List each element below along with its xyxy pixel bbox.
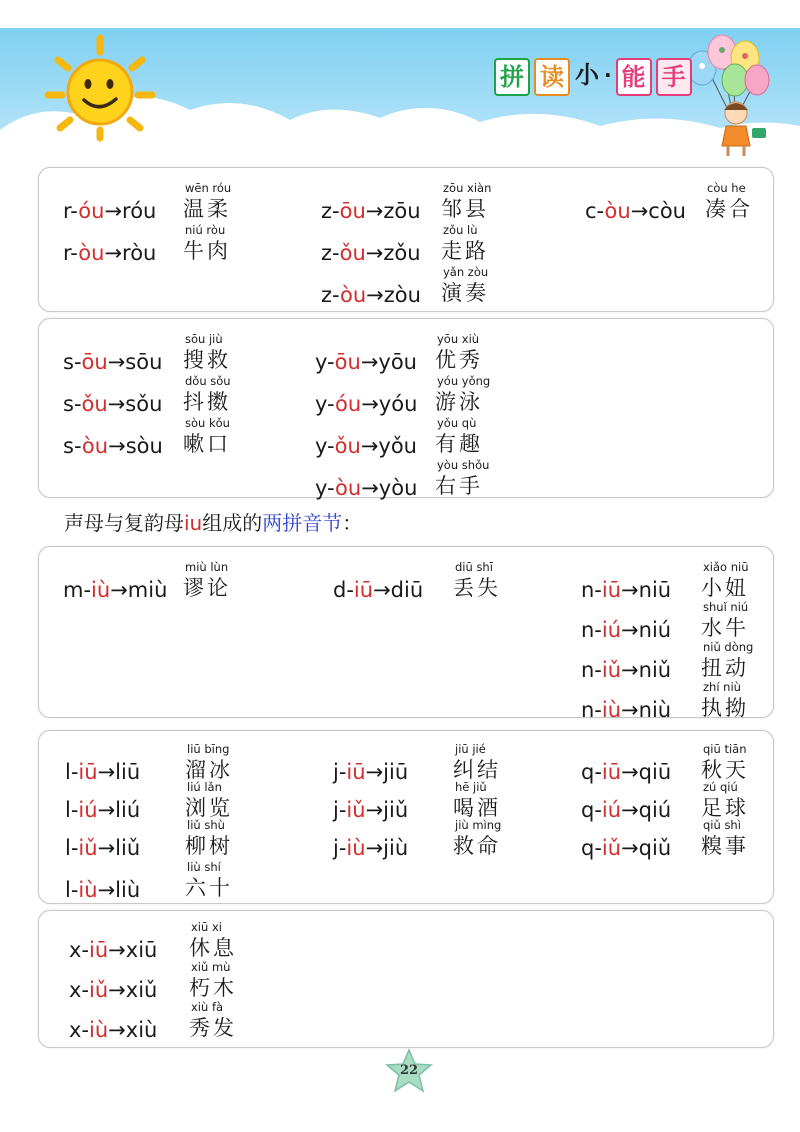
compound-final: ōu [339,199,366,223]
spelling-formula [69,1018,157,1042]
word-pinyin: hē jiǔ [455,780,487,794]
spelling-formula [581,836,671,860]
heading-part-1: 声母与复韵母 [64,511,184,535]
compound-final: iū [601,760,622,784]
spelling-formula [321,199,421,223]
example-word [453,561,543,602]
heading-highlight: 两拼音节 [262,511,343,535]
compound-final: ōu [334,350,361,374]
page-header [0,0,800,160]
example-word [701,743,791,784]
example-word [441,266,531,307]
syllable-entry [581,819,791,863]
initial-consonant: l- [65,836,79,860]
syllable-entry [63,561,273,605]
word-pinyin: wēn róu [185,181,232,195]
spelling-formula [63,392,162,416]
initial-consonant: s- [63,392,82,416]
title-separator: · [604,63,612,87]
word-pinyin: jiū jié [455,742,486,756]
result-syllable: →zōu [365,199,421,223]
word-pinyin: shuǐ niú [703,600,749,614]
compound-final: iǔ [601,836,622,860]
syllable-entry [65,819,275,863]
initial-consonant: j- [333,836,347,860]
word-pinyin: diū shī [455,560,493,574]
spelling-formula [69,938,157,962]
syllable-entry [321,182,531,226]
title-char-3: 小 [575,61,599,89]
word-pinyin: zōu xiàn [443,181,492,195]
word-pinyin: miù lùn [185,560,229,574]
word-hanzi: 丢失 [453,576,501,600]
spelling-formula [63,350,162,374]
page-number: 22 [399,1063,419,1078]
result-syllable: →niù [621,698,672,722]
word-pinyin: zú qiú [703,780,738,794]
word-pinyin: niǔ dòng [703,640,754,654]
word-hanzi: 救命 [453,834,501,858]
result-syllable: →yóu [361,392,418,416]
result-syllable: →jiǔ [365,798,409,822]
compound-final: òu [340,283,367,307]
compound-final: iú [78,798,98,822]
compound-final: ǒu [339,241,366,265]
initial-consonant: y- [315,434,335,458]
result-syllable: →niū [621,578,672,602]
syllable-entry [315,375,525,419]
result-syllable: →qiū [621,760,672,784]
syllable-entry [69,921,279,965]
initial-consonant: m- [63,578,92,602]
word-hanzi: 溜冰 [185,758,233,782]
initial-consonant: l- [65,798,79,822]
heading-part-2: 组成的 [202,511,263,535]
result-syllable: →sòu [108,434,163,458]
spelling-formula [315,434,417,458]
word-hanzi: 嗽口 [183,432,231,456]
spelling-formula [63,199,156,223]
word-hanzi: 邹县 [441,197,489,221]
example-word [701,561,791,602]
syllable-entry [69,961,279,1005]
result-syllable: →diū [373,578,424,602]
syllable-entry [315,333,525,377]
example-word [185,819,275,860]
compound-final: iū [346,760,366,784]
word-hanzi: 搜救 [183,348,231,372]
page-number-badge [384,1048,434,1094]
section-heading [64,507,362,536]
title-char-4: 能 [616,58,652,96]
word-hanzi: 演奏 [441,281,489,305]
word-hanzi: 走路 [441,239,489,263]
example-word [189,961,279,1002]
word-pinyin: liǔ shù [187,818,225,832]
example-word [701,601,791,642]
spelling-formula [315,392,417,416]
syllable-entry [63,375,273,419]
example-word [705,182,795,223]
word-hanzi: 右手 [435,474,483,498]
syllable-box-iu-l-j-q [38,730,774,904]
initial-consonant: n- [581,698,602,722]
initial-consonant: r- [63,241,79,265]
compound-final: òu [335,476,362,500]
result-syllable: →xiù [108,1018,158,1042]
result-syllable: →xiǔ [108,978,158,1002]
example-word [183,333,273,374]
word-hanzi: 谬论 [183,576,231,600]
word-pinyin: xiǎo niū [703,560,749,574]
syllable-entry [581,641,791,685]
word-pinyin: jiù mìng [455,818,502,832]
initial-consonant: q- [581,760,602,784]
spelling-formula [69,978,157,1002]
title-char-2: 读 [534,58,570,96]
initial-consonant: x- [69,1018,90,1042]
compound-final: iù [91,578,111,602]
example-word [185,861,275,902]
heading-colon: ： [342,511,363,535]
word-pinyin: yǒu qù [437,416,477,430]
example-word [435,375,525,416]
result-syllable: →zòu [366,283,421,307]
syllable-entry [69,1001,279,1045]
compound-final: òu [604,199,631,223]
example-word [189,921,279,962]
result-syllable: →niǔ [621,658,672,682]
spelling-formula [321,283,421,307]
spelling-formula [333,578,423,602]
initial-consonant: z- [321,199,340,223]
compound-final: iù [78,878,98,902]
result-syllable: →yòu [361,476,418,500]
word-pinyin: sòu kǒu [185,416,230,430]
spelling-formula [581,578,671,602]
result-syllable: →róu [104,199,157,223]
syllable-entry [63,417,273,461]
word-hanzi: 纠结 [453,758,501,782]
compound-final: iǔ [346,798,366,822]
result-syllable: →niú [621,618,672,642]
example-word [441,182,531,223]
heading-final: iu [184,511,203,535]
spelling-formula [63,578,167,602]
syllable-entry [63,224,273,268]
word-pinyin: yóu yǒng [437,374,491,388]
initial-consonant: q- [581,836,602,860]
result-syllable: →liù [97,878,141,902]
compound-final: ōu [81,350,108,374]
result-syllable: →sǒu [107,392,163,416]
result-syllable: →yōu [360,350,417,374]
compound-final: iǔ [89,978,109,1002]
word-pinyin: yǎn zòu [443,265,489,279]
compound-final: òu [78,241,105,265]
syllable-entry [315,459,525,503]
spelling-formula [581,658,671,682]
syllable-entry [63,333,273,377]
syllable-entry [581,601,791,645]
compound-final: iū [89,938,109,962]
spelling-formula [333,836,408,860]
syllable-box-ou-s-y [38,318,774,498]
word-hanzi: 温柔 [183,197,231,221]
initial-consonant: y- [315,476,336,500]
example-word [435,459,525,500]
syllable-entry [63,182,273,226]
result-syllable: →jiū [365,760,409,784]
compound-final: iū [601,578,622,602]
spelling-formula [581,698,671,722]
initial-consonant: j- [333,798,347,822]
word-hanzi: 执拗 [701,696,749,720]
result-syllable: →liú [97,798,141,822]
title-char-1: 拼 [494,58,530,96]
result-syllable: →xiū [108,938,158,962]
title-char-5: 手 [656,58,692,96]
example-word [183,224,273,265]
initial-consonant: n- [581,578,602,602]
spelling-formula [315,350,417,374]
compound-final: óu [335,392,362,416]
initial-consonant: n- [581,618,602,642]
section-title [494,58,692,96]
word-pinyin: liū bīng [187,742,230,756]
initial-consonant: n- [581,658,602,682]
initial-consonant: l- [65,878,79,902]
initial-consonant: r- [63,199,79,223]
example-word [701,781,791,822]
word-hanzi: 浏览 [185,796,233,820]
result-syllable: →yǒu [360,434,417,458]
compound-final: iù [346,836,366,860]
word-pinyin: sōu jiù [185,332,223,346]
example-word [441,224,531,265]
spelling-formula [65,878,140,902]
spelling-formula [585,199,686,223]
syllable-box-iu-x [38,910,774,1048]
word-hanzi: 柳树 [185,834,233,858]
initial-consonant: z- [321,241,340,265]
word-hanzi: 游泳 [435,390,483,414]
example-word [435,333,525,374]
compound-final: ǒu [334,434,361,458]
compound-final: òu [81,434,109,458]
syllable-entry [333,819,543,863]
compound-final: iú [601,618,622,642]
example-word [183,561,273,602]
example-word [701,681,791,722]
word-pinyin: yōu xiù [437,332,480,346]
example-word [701,641,791,682]
spelling-formula [581,618,671,642]
initial-consonant: q- [581,798,602,822]
compound-final: iǔ [78,836,98,860]
initial-consonant: y- [315,392,336,416]
word-pinyin: xiū xi [191,920,222,934]
word-pinyin: dǒu sǒu [185,374,231,388]
compound-final: iù [89,1018,109,1042]
syllable-entry [585,182,795,226]
example-word [435,417,525,458]
word-pinyin: còu he [707,181,746,195]
syllable-box-iu-m-d-n [38,546,774,722]
initial-consonant: y- [315,350,335,374]
initial-consonant: s- [63,434,82,458]
example-word [701,819,791,860]
initial-consonant: j- [333,760,347,784]
word-pinyin: zǒu lù [443,223,478,237]
example-word [183,417,273,458]
initial-consonant: d- [333,578,354,602]
syllable-entry [321,224,531,268]
syllable-box-ou-r-z-c [38,167,774,312]
word-pinyin: liú lǎn [187,780,222,794]
compound-final: ǒu [81,392,108,416]
syllable-entry [315,417,525,461]
example-word [453,781,543,822]
example-word [185,743,275,784]
word-hanzi: 足球 [701,796,749,820]
result-syllable: →liǔ [97,836,141,860]
result-syllable: →miù [110,578,168,602]
example-word [183,375,273,416]
compound-final: óu [78,199,105,223]
syllable-entry [65,861,275,905]
example-word [189,1001,279,1042]
word-pinyin: zhí niù [703,680,741,694]
initial-consonant: z- [321,283,340,307]
word-pinyin: xiù fà [191,1000,224,1014]
spelling-formula [321,241,421,265]
example-word [185,781,275,822]
compound-final: iū [353,578,374,602]
initial-consonant: x- [69,938,90,962]
word-hanzi: 优秀 [435,348,483,372]
spelling-formula [65,836,140,860]
word-hanzi: 水牛 [701,616,749,640]
word-pinyin: xiǔ mù [191,960,231,974]
compound-final: iū [78,760,98,784]
compound-final: iǔ [601,658,622,682]
word-hanzi: 秀发 [189,1016,237,1040]
word-hanzi: 牛肉 [183,239,231,263]
spelling-formula [63,434,163,458]
word-hanzi: 小妞 [701,576,749,600]
result-syllable: →ròu [104,241,157,265]
word-pinyin: qiǔ shì [703,818,741,832]
word-hanzi: 糗事 [701,834,749,858]
initial-consonant: l- [65,760,79,784]
word-hanzi: 喝酒 [453,796,501,820]
spelling-formula [63,241,156,265]
word-hanzi: 扭动 [701,656,749,680]
compound-final: iù [601,698,622,722]
word-hanzi: 抖擞 [183,390,231,414]
syllable-entry [581,681,791,725]
result-syllable: →còu [630,199,686,223]
word-pinyin: niú ròu [185,223,226,237]
word-hanzi: 秋天 [701,758,749,782]
result-syllable: →sōu [107,350,163,374]
compound-final: iú [601,798,622,822]
example-word [183,182,273,223]
syllable-entry [581,561,791,605]
word-pinyin: qiū tiān [703,742,747,756]
word-pinyin: yòu shǒu [437,458,490,472]
syllable-entry [333,561,543,605]
result-syllable: →jiù [365,836,409,860]
word-hanzi: 休息 [189,936,237,960]
result-syllable: →liū [97,760,141,784]
word-hanzi: 六十 [185,876,233,900]
result-syllable: →zǒu [365,241,421,265]
word-hanzi: 朽木 [189,976,237,1000]
initial-consonant: s- [63,350,82,374]
word-pinyin: liù shí [187,860,221,874]
initial-consonant: c- [585,199,605,223]
spelling-formula [315,476,417,500]
example-word [453,743,543,784]
result-syllable: →qiǔ [621,836,672,860]
word-hanzi: 凑合 [705,197,753,221]
syllable-entry [321,266,531,310]
word-hanzi: 有趣 [435,432,483,456]
initial-consonant: x- [69,978,90,1002]
result-syllable: →qiú [621,798,672,822]
example-word [453,819,543,860]
